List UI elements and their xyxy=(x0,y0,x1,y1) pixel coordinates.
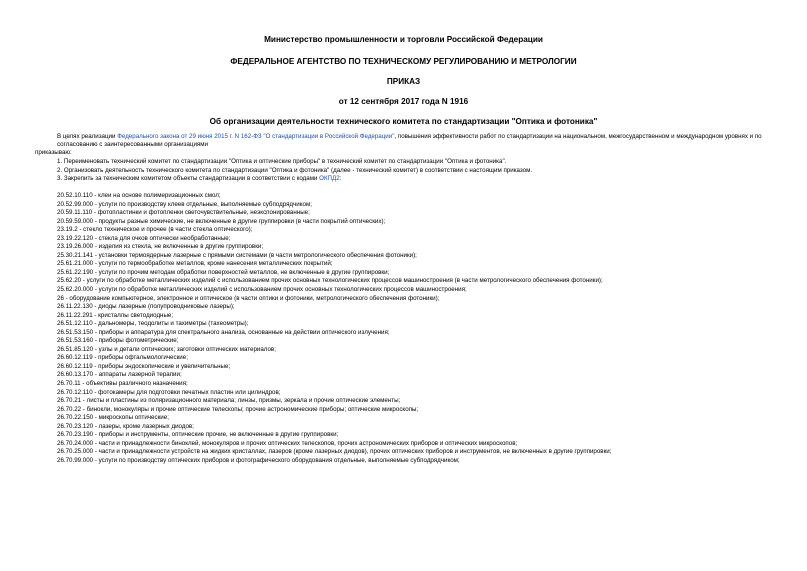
code-list-item: 26.70.22.150 - микроскопы оптические; xyxy=(57,414,169,422)
code-list-item: 26.51.85.120 - узлы и детали оптических; заготовки оптических материалов; xyxy=(57,345,276,353)
code-list-item: 20.59.59.000 - продукты разные химические, не включенные в другие группировки (в части покрытий оптических); xyxy=(57,217,386,225)
order-word: приказываю: xyxy=(35,149,72,157)
intro-suffix: , повышения эффективности работ по стандартизации на национальном, межгосударственном и международном уровнях и по согласованию с заинтересованными организациями xyxy=(57,133,762,149)
code-list-item: 25.62.20.000 - услуги по обработке металлических изделий с использованием прочих основных технологических процессов машиностроения; xyxy=(57,286,467,294)
doc-type-heading: ПРИКАЗ xyxy=(386,77,421,86)
date-number-heading: от 12 сентября 2017 года N 1916 xyxy=(338,97,469,106)
okpd2-link[interactable]: ОКПД2 xyxy=(319,175,340,183)
code-list-item: 26.70.24.000 - части и принадлежности биноклей, монокуляров и прочих оптических телескопов, прочих астрономических приборов и оптических микроскопов; xyxy=(57,439,518,447)
ministry-heading: Министерство промышленности и торговли Российской Федерации xyxy=(264,35,543,44)
code-list-item: 25.61.21.000 - услуги по термообработке металлов, кроме нанесения металлических покрытий; xyxy=(57,260,333,268)
order-items xyxy=(57,158,769,184)
code-list-item: 20.59.11.110 - фотопластинки и фотопленки светочувствительные, неэкспонированные; xyxy=(57,209,310,217)
code-list-item: 20.52.99.000 - услуги по производству клеев отдельные, выполняемые субподрядчиком; xyxy=(57,200,312,208)
code-list-item: 26.70.99.000 - услуги по производству оптических приборов и фотографического оборудования отдельные, выполняемые субподрядчиком; xyxy=(57,456,460,464)
document-title: Об организации деятельности технического комитета по стандартизации "Оптика и фотоника" xyxy=(209,117,598,126)
code-list-item: 26.11.22.291 - кристаллы светодиодные; xyxy=(57,311,174,319)
intro-paragraph xyxy=(35,133,770,157)
code-list-item: 26.70.22 - бинокли, монокуляры и прочие оптические телескопы; прочие астрономические приборы; оптические микроскопы; xyxy=(57,405,419,413)
code-list-item: 20.52.10.110 - клеи на основе полимеризационных смол; xyxy=(57,192,221,199)
intro-prefix: В целях реализации xyxy=(57,133,118,140)
code-list-item: 23.19.22.120 - стекла для очков оптически необработанные; xyxy=(57,234,231,242)
code-list-item: 26.60.12.119 - приборы эндоскопические и увеличительные; xyxy=(57,362,231,370)
code-list-item: 25.62.20 - услуги по обработке металлических изделий с использованием прочих основных технологических процессов машиностроения (в части метрологического обеспечения фотоники); xyxy=(57,277,603,285)
code-list-item: 23.19.26.000 - изделия из стекла, не включенные в другие группировки; xyxy=(57,243,264,251)
code-list-item: 26.70.23.120 - лазеры, кроме лазерных диодов; xyxy=(57,422,194,430)
code-list-item: 26.70.12.110 - фотокамеры для подготовки печатных пластин или цилиндров; xyxy=(57,388,281,396)
code-list-item: 26.70.11 - объективы различного назначения; xyxy=(57,380,188,388)
federal-law-link[interactable]: Федерального закона от 29 июня 2015 г. N 162-ФЗ "О стандартизации в Российской Федерации" xyxy=(117,133,395,140)
code-list-item: 26.70.25.000 - части и принадлежности устройств на жидких кристаллах, лазеров (кроме лазерных диодов), прочих оптических приборов и инструментов, не включенных в другие группировки; xyxy=(57,448,612,456)
code-list-item: 26.60.13.170 - аппараты лазерной терапии; xyxy=(57,371,182,379)
code-list-item: 25.61.22.190 - услуги по прочим методам обработки поверхностей металлов, не включенные в другие группировки; xyxy=(57,268,390,276)
code-list-item: 26.51.53.160 - приборы фотометрические; xyxy=(57,337,179,345)
code-list-item: 26.70.21 - листы и пластины из поляризационного материала; линзы, призмы, зеркала и прочие оптические элементы; xyxy=(57,397,401,405)
code-list-item: 25.30.21.141 - установки термоядерные лазерные с прямыми системами (в части метрологического обеспечения фотоники); xyxy=(57,251,417,259)
agency-heading: ФЕДЕРАЛЬНОЕ АГЕНТСТВО ПО ТЕХНИЧЕСКОМУ РЕГУЛИРОВАНИЮ И МЕТРОЛОГИИ xyxy=(230,57,577,66)
codes-list xyxy=(57,192,769,466)
order-item-1: 1. Переименовать технический комитет по стандартизации "Оптика и оптические приборы" в технический комитет по стандартизации "Оптика и фотоника". xyxy=(57,158,507,165)
code-list-item: 23.19.2 - стекло техническое и прочее (в части стекла оптического); xyxy=(57,226,253,234)
code-list-item: 26.51.53.150 - приборы и аппаратура для спектрального анализа, основанные на действии оптического излучения; xyxy=(57,328,390,336)
code-list-item: 26.51.12.110 - дальномеры, теодолиты и тахиметры (тахеометры); xyxy=(57,320,249,328)
code-list-item: 26.60.12.119 - приборы офтальмологические; xyxy=(57,354,188,362)
code-list-item: 26.11.22.130 - диоды лазерные (полупроводниковые лазеры); xyxy=(57,303,235,311)
order-item-3-text: 3. Закрепить за техническим комитетом объекты стандартизации в соответствии с кодами xyxy=(57,175,320,183)
order-item-3 xyxy=(57,175,769,184)
order-item-2: 2. Организовать деятельность технического комитета по стандартизации "Оптика и фотоника" (далее - технический комитет) в соответствии с настоящим приказом. xyxy=(57,166,533,174)
order-item-3-suffix: : xyxy=(339,175,342,183)
code-list-item: 26 - оборудование компьютерное, электронное и оптическое (в части оптики и фотоники, метрологического обеспечения фотоники); xyxy=(57,294,440,302)
code-list-item: 26.70.23.190 - приборы и инструменты, оптические прочие, не включенные в другие группировки; xyxy=(57,431,339,439)
